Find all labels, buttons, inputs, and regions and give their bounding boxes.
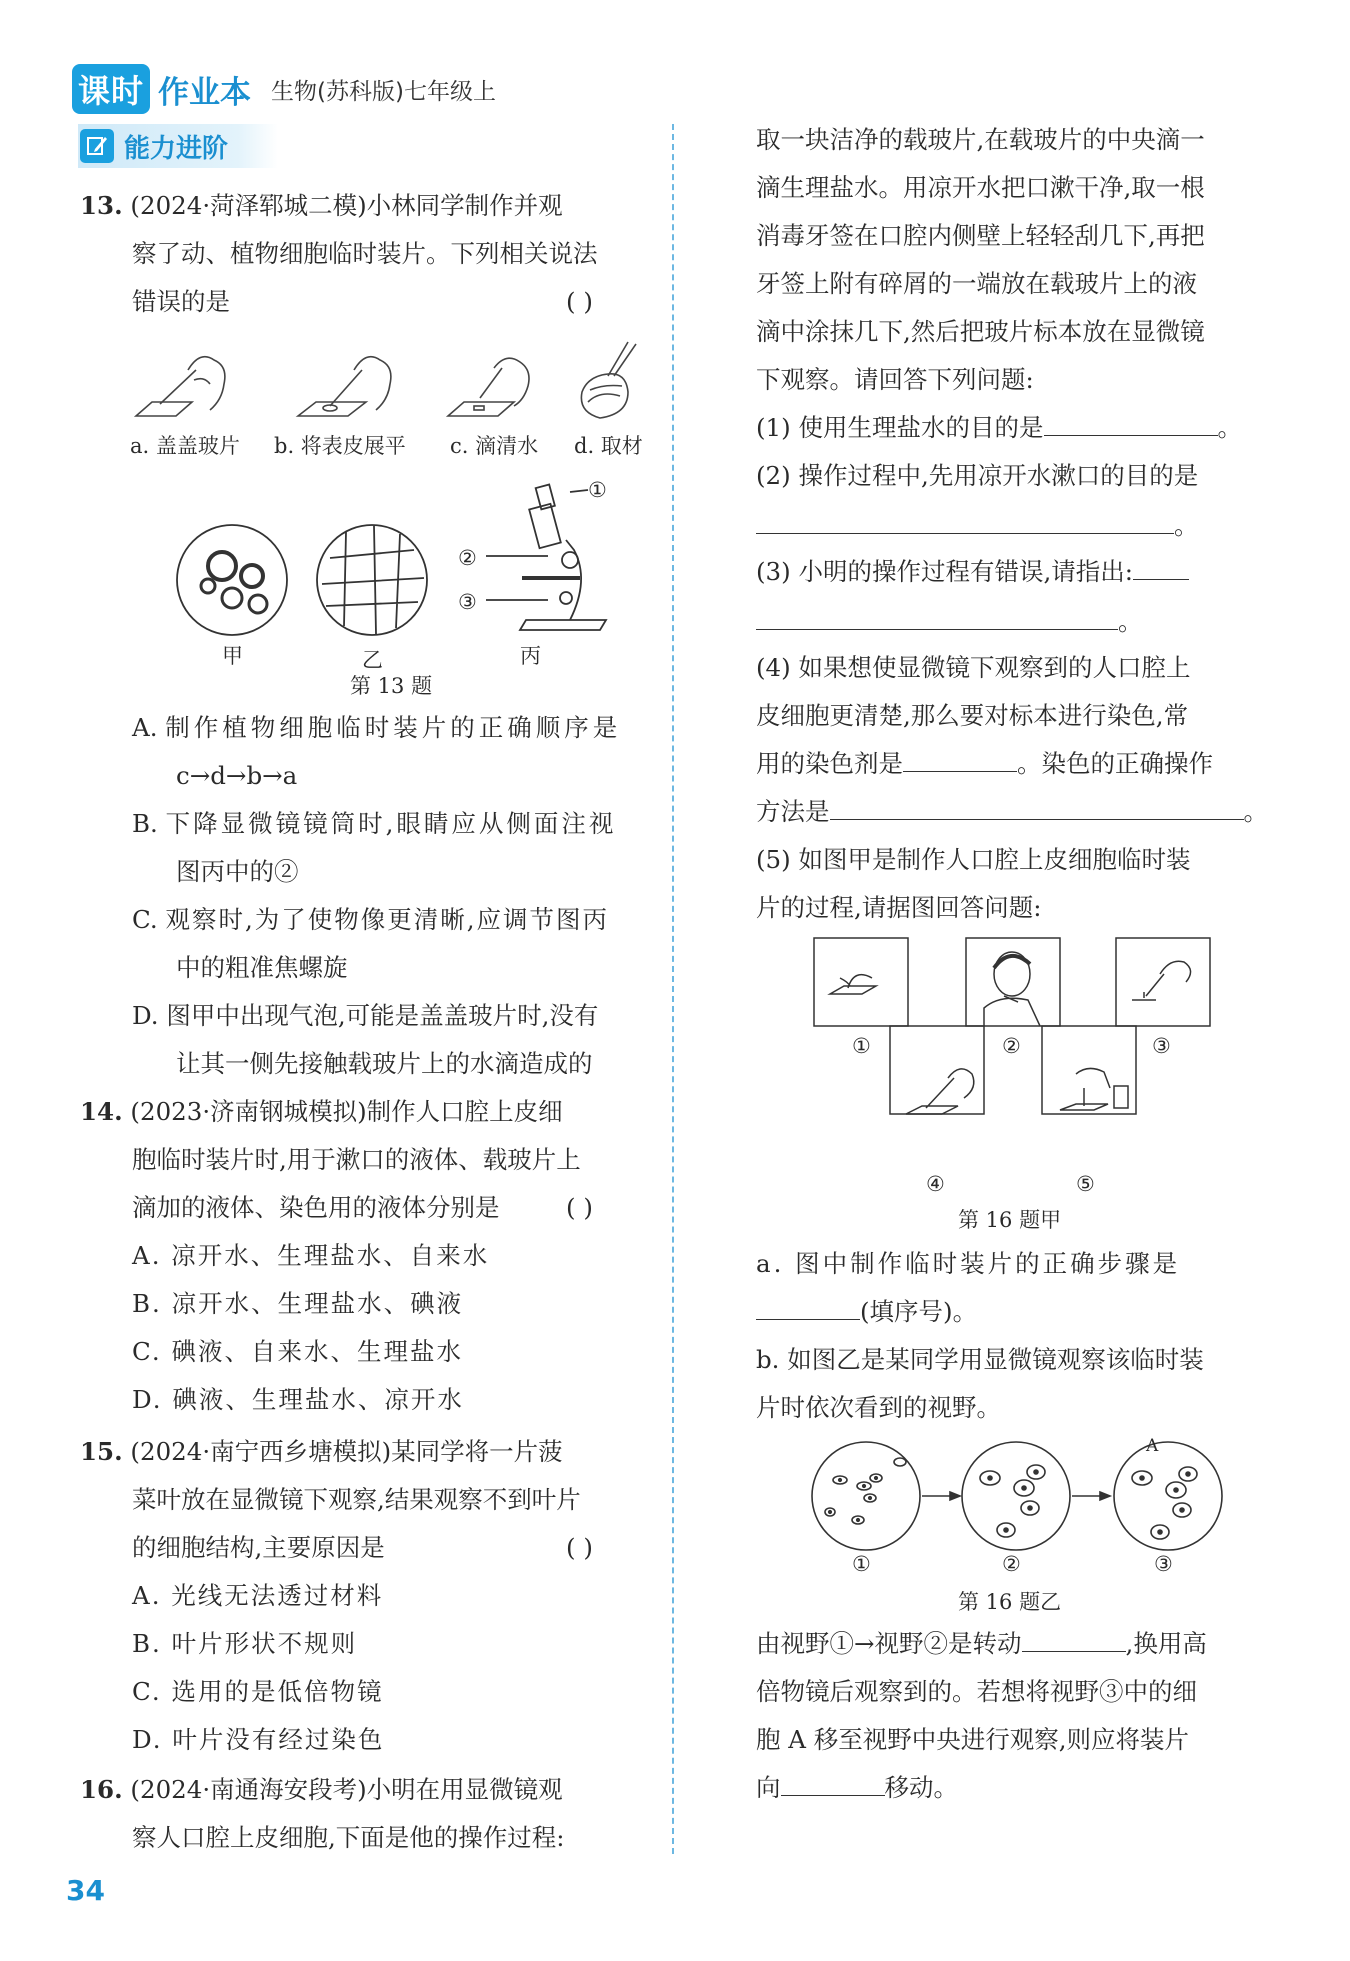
q16-sub4-text3: 方法是 (756, 797, 830, 826)
q16-caption-yi: 第 16 题乙 (958, 1590, 1062, 1614)
q13-option-c-cont: 中的粗准焦螺旋 (176, 953, 348, 982)
q16-c-line3: 胞 A 移至视野中央进行观察,则应将装片 (756, 1725, 1190, 1754)
q14-line2: 胞临时装片时,用于漱口的液体、载玻片上 (132, 1145, 581, 1174)
book-logo (72, 64, 251, 114)
q16-right-line6: 下观察。请回答下列问题: (756, 365, 1034, 394)
mic-mark-1: ① (588, 478, 607, 502)
jia-mark-1: ① (852, 1034, 871, 1058)
q16-right-line5: 滴中涂抹几下,然后把玻片标本放在显微镜 (756, 317, 1205, 346)
q13-line2: 察了动、植物细胞临时装片。下列相关说法 (132, 239, 598, 268)
q13-text1: (2024·菏泽郓城二模)小林同学制作并观 (130, 191, 563, 220)
option-letter: C. (132, 905, 158, 934)
q13-number: 13. (80, 191, 123, 220)
jia-mark-2: ② (1002, 1034, 1021, 1058)
q13-option-a (132, 712, 621, 744)
q16-a-line2 (756, 1296, 977, 1328)
q13-step-b: b. 将表皮展平 (274, 434, 406, 458)
fig-yi-label: 乙 (362, 648, 383, 672)
option-text: 下降显微镜镜筒时,眼睛应从侧面注视 (165, 809, 617, 838)
yi-mark-1: ① (852, 1552, 871, 1576)
option-text: 图甲中出现气泡,可能是盖盖玻片时,没有 (166, 1001, 599, 1030)
q16-sub5-line2: 片的过程,请据图回答问题: (756, 893, 1042, 922)
answer-blank[interactable] (1022, 1629, 1126, 1652)
pencil-icon (80, 129, 114, 163)
column-divider (672, 124, 674, 1854)
q15-line2: 菜叶放在显微镜下观察,结果观察不到叶片 (132, 1485, 581, 1514)
q16-b-line1: b. 如图乙是某同学用显微镜观察该临时装 (756, 1345, 1204, 1374)
q15-option-a: A. 光线无法透过材料 (132, 1581, 384, 1610)
q15-number: 15. (80, 1437, 123, 1466)
jia-mark-4: ④ (926, 1172, 945, 1196)
q16-b-line2: 片时依次看到的视野。 (756, 1393, 1001, 1422)
answer-blank[interactable] (1133, 557, 1189, 580)
q15-text1: (2024·南宁西乡塘模拟)某同学将一片菠 (130, 1437, 563, 1466)
page-header (72, 66, 496, 112)
q13-caption: 第 13 题 (350, 674, 433, 698)
q13-option-a-cont: c→d→b→a (176, 761, 298, 790)
q13-steps-illustration (130, 340, 650, 425)
q16-sub4-line3 (756, 748, 1213, 780)
period: 。 (1243, 797, 1268, 826)
q16-a-text2: (填序号)。 (860, 1297, 978, 1326)
q13-step-a: a. 盖盖玻片 (130, 434, 240, 458)
q16-sub4-line4 (756, 796, 1268, 828)
q14-option-d: D. 碘液、生理盐水、凉开水 (132, 1385, 464, 1414)
answer-blank[interactable] (781, 1773, 885, 1796)
q16-line2: 察人口腔上皮细胞,下面是他的操作过程: (132, 1823, 565, 1852)
jia-mark-5: ⑤ (1076, 1172, 1095, 1196)
q14-line3: 滴加的液体、染色用的液体分别是 (132, 1193, 500, 1222)
q14-answer-paren: ( ) (566, 1193, 593, 1222)
book-subtitle: 生物(苏科版)七年级上 (271, 78, 496, 105)
q14-number: 14. (80, 1097, 123, 1126)
answer-blank[interactable] (830, 797, 1244, 820)
q16-sub3-answer (756, 606, 1143, 638)
q16-sub3 (756, 556, 1189, 588)
page-number: 34 (66, 1874, 105, 1907)
q16-right-line3: 消毒牙签在口腔内侧壁上轻轻刮几下,再把 (756, 221, 1205, 250)
answer-blank[interactable] (756, 1297, 860, 1320)
q16-a-line1: a. 图中制作临时装片的正确步骤是 (756, 1249, 1181, 1278)
q16-number: 16. (80, 1775, 123, 1804)
cell-a-label: A (1146, 1436, 1159, 1456)
q14-option-c: C. 碘液、自来水、生理盐水 (132, 1337, 463, 1366)
q15-option-d: D. 叶片没有经过染色 (132, 1725, 385, 1754)
q16-c-text5: 移动。 (884, 1773, 958, 1802)
q16-right-line2: 滴生理盐水。用凉开水把口漱干净,取一根 (756, 173, 1205, 202)
yi-mark-3: ③ (1154, 1552, 1173, 1576)
mic-mark-3: ③ (458, 590, 477, 614)
q16-c-line2: 倍物镜后观察到的。若想将视野③中的细 (756, 1677, 1197, 1706)
q13-option-b (132, 808, 616, 840)
option-letter: D. (132, 1001, 159, 1030)
q16-sub5-line1: (5) 如图甲是制作人口腔上皮细胞临时装 (756, 845, 1191, 874)
period: 。 (1217, 413, 1242, 442)
q16-right-line4: 牙签上附有碎屑的一端放在载玻片上的液 (756, 269, 1197, 298)
answer-blank[interactable] (756, 607, 1118, 630)
q15-option-c: C. 选用的是低倍物镜 (132, 1677, 384, 1706)
answer-blank[interactable] (903, 749, 1017, 772)
option-letter: A. (132, 713, 158, 742)
section-title: 能力进阶 (124, 133, 229, 164)
q13-step-c: c. 滴清水 (450, 434, 539, 458)
q14-text1: (2023·济南钢城模拟)制作人口腔上皮细 (130, 1097, 563, 1126)
section-badge (78, 124, 278, 168)
yi-mark-2: ② (1002, 1552, 1021, 1576)
q13-option-b-cont: 图丙中的② (176, 857, 299, 886)
q15-line1 (80, 1436, 563, 1468)
q13-answer-paren: ( ) (566, 287, 593, 316)
q15-option-b: B. 叶片形状不规则 (132, 1629, 358, 1658)
option-text: 制作植物细胞临时装片的正确顺序是 (165, 713, 622, 742)
q13-option-d-cont: 让其一侧先接触载玻片上的水滴造成的 (176, 1049, 593, 1078)
q16-text1: (2024·南通海安段考)小明在用显微镜观 (130, 1775, 563, 1804)
answer-blank[interactable] (1044, 413, 1218, 436)
q16-c-line1 (756, 1628, 1207, 1660)
period: 。 (1118, 607, 1143, 636)
q14-option-a: A. 凉开水、生理盐水、自来水 (132, 1241, 490, 1270)
q16-sub3-text: (3) 小明的操作过程有错误,请指出: (756, 557, 1134, 586)
q16-c-text1: 由视野①→视野②是转动 (756, 1629, 1022, 1658)
logo-box: 课时 (72, 64, 150, 114)
period: 。 (1174, 511, 1199, 540)
q16-sub2: (2) 操作过程中,先用凉开水漱口的目的是 (756, 461, 1199, 490)
q14-line1 (80, 1096, 563, 1128)
q15-answer-paren: ( ) (566, 1533, 593, 1562)
q13-line3: 错误的是 (132, 287, 230, 316)
mic-mark-2: ② (458, 546, 477, 570)
q16-sub4-text2: 。染色的正确操作 (1017, 749, 1213, 778)
q16-sub1 (756, 412, 1242, 444)
logo-text: 作业本 (158, 74, 252, 111)
q13-option-d (132, 1000, 598, 1032)
fig-jia-label: 甲 (222, 644, 243, 668)
jia-mark-3: ③ (1152, 1034, 1171, 1058)
q13-figures (170, 480, 650, 645)
q16-c-line4 (756, 1772, 958, 1804)
option-text: 观察时,为了使物像更清晰,应调节图丙 (165, 905, 610, 934)
q13-option-c (132, 904, 609, 936)
q13-line1 (80, 190, 563, 222)
q13-step-d: d. 取材 (574, 434, 643, 458)
q16-sub2-answer (756, 510, 1199, 542)
q16-sub4-line1: (4) 如果想使显微镜下观察到的人口腔上 (756, 653, 1191, 682)
option-letter: B. (132, 809, 158, 838)
q16-sub1-text: (1) 使用生理盐水的目的是 (756, 413, 1044, 442)
q16-c-text4: 向 (756, 1773, 781, 1802)
q14-option-b: B. 凉开水、生理盐水、碘液 (132, 1289, 464, 1318)
q16-line1 (80, 1774, 563, 1806)
q16-sub4-text: 用的染色剂是 (756, 749, 903, 778)
fig-bing-label: 丙 (520, 644, 541, 668)
q15-line3: 的细胞结构,主要原因是 (132, 1533, 385, 1562)
q16-right-line1: 取一块洁净的载玻片,在载玻片的中央滴一 (756, 125, 1205, 154)
q16-sub4-line2: 皮细胞更清楚,那么要对标本进行染色,常 (756, 701, 1189, 730)
q16-figure-yi (800, 1438, 1230, 1558)
answer-blank[interactable] (756, 511, 1174, 534)
q16-c-text2: ,换用高 (1125, 1629, 1207, 1658)
q16-caption-jia: 第 16 题甲 (958, 1208, 1062, 1232)
